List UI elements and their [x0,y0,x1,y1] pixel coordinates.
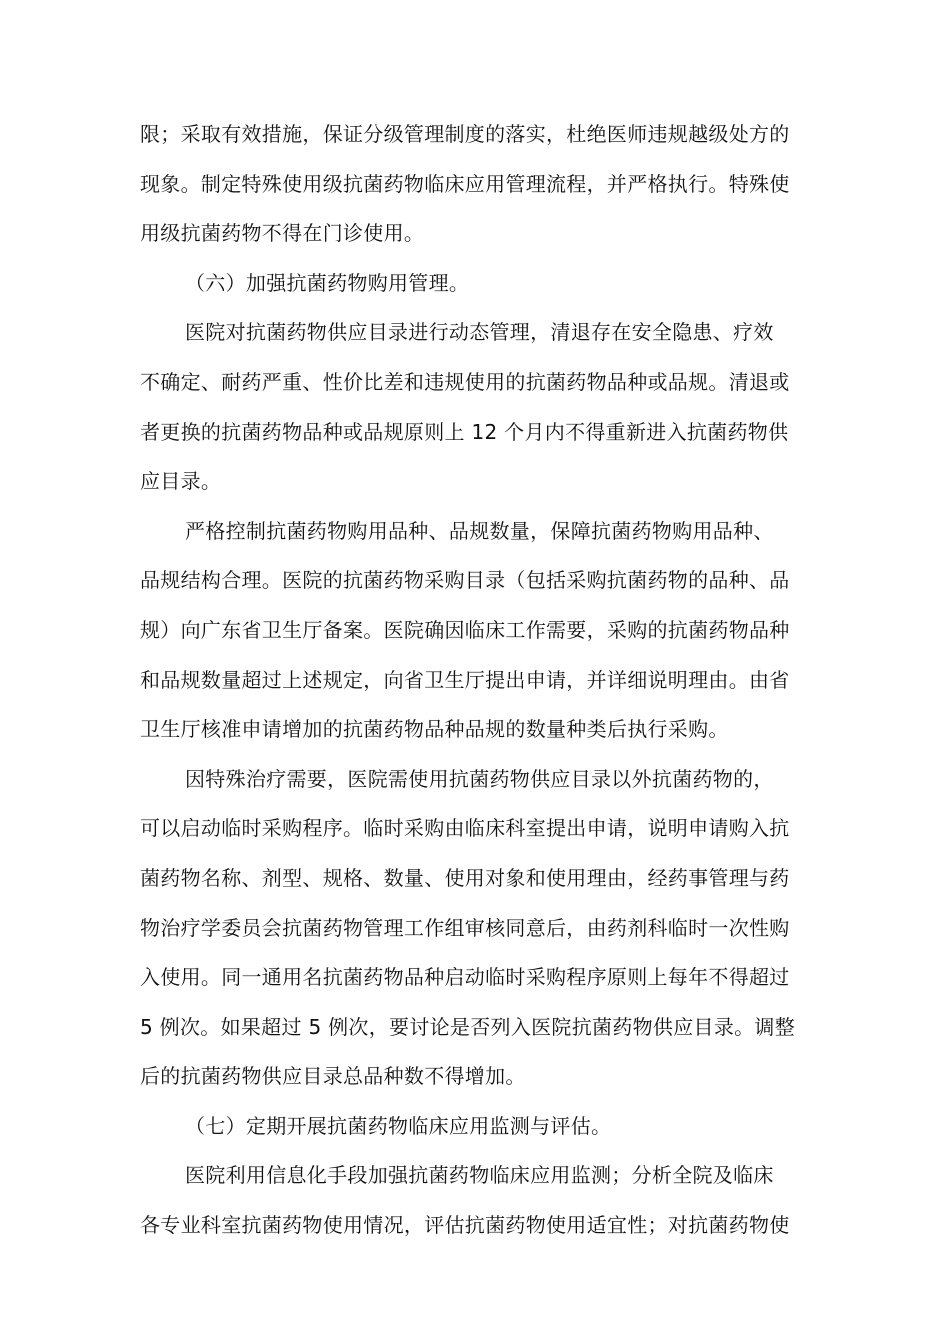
text-line: 用级抗菌药物不得在门诊使用。 [140,221,425,246]
paragraph-first-line: 医院利用信息化手段加强抗菌药物临床应用监测；分析全院及临床 [185,1163,774,1188]
text-line: 不确定、耐药严重、性价比差和违规使用的抗菌药物品种或品规。清退或 [140,369,790,394]
text-line: 应目录。 [140,469,222,494]
text-line: 和品规数量超过上述规定，向省卫生厅提出申请，并详细说明理由。由省 [140,667,790,692]
text-line: 者更换的抗菌药物品种或品规原则上 12 个月内不得重新进入抗菌药物供 [140,419,789,444]
section-heading: （七）定期开展抗菌药物临床应用监测与评估。 [185,1113,612,1138]
text-line: 卫生厅核准申请增加的抗菌药物品种品规的数量种类后执行采购。 [140,717,729,742]
text-line: 现象。制定特殊使用级抗菌药物临床应用管理流程，并严格执行。特殊使 [140,171,790,196]
text-line: 各专业科室抗菌药物使用情况，评估抗菌药物使用适宜性；对抗菌药物使 [140,1213,790,1238]
text-line: 物治疗学委员会抗菌药物管理工作组审核同意后，由药剂科临时一次性购 [140,915,790,940]
paragraph-first-line: 严格控制抗菌药物购用品种、品规数量，保障抗菌药物购用品种、 [185,518,774,543]
text-line: 规）向广东省卫生厅备案。医院确因临床工作需要，采购的抗菌药物品种 [140,617,790,642]
text-line: 限；采取有效措施，保证分级管理制度的落实，杜绝医师违规越级处方的 [140,122,790,146]
paragraph-first-line: 医院对抗菌药物供应目录进行动态管理，清退存在安全隐患、疗效 [185,320,774,345]
paragraph-first-line: 因特殊治疗需要，医院需使用抗菌药物供应目录以外抗菌药物的， [185,766,774,791]
document-body [140,110,822,1251]
text-line: 品规结构合理。医院的抗菌药物采购目录（包括采购抗菌药物的品种、品 [140,568,790,593]
section-heading: （六）加强抗菌药物购用管理。 [185,270,470,295]
text-line: 入使用。同一通用名抗菌药物品种启动临时采购程序原则上每年不得超过 [140,965,790,990]
text-line: 菌药物名称、剂型、规格、数量、使用对象和使用理由，经药事管理与药 [140,865,790,890]
text-line: 后的抗菌药物供应目录总品种数不得增加。 [140,1064,526,1089]
text-line: 5 例次。如果超过 5 例次，要讨论是否列入医院抗菌药物供应目录。调整 [140,1014,796,1039]
text-line: 可以启动临时采购程序。临时采购由临床科室提出申请，说明申请购入抗 [140,816,790,841]
